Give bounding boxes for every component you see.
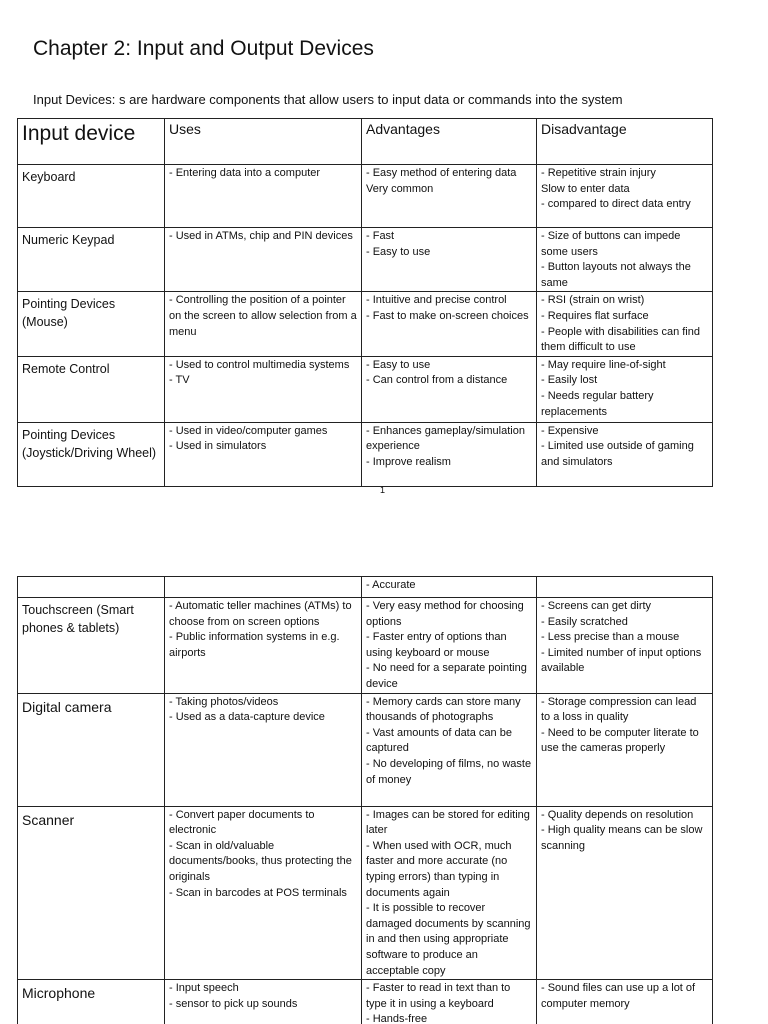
disadvantages-cell: [537, 356, 713, 422]
advantages-cell: [362, 228, 537, 292]
device-name-cell: [18, 980, 165, 1024]
advantages-line: - Faster entry of options than using keyboard or mouse: [366, 631, 507, 659]
disadvantages-cell: [537, 693, 713, 806]
disadvantages-line: - People with disabilities can find them difficult to use: [541, 325, 700, 354]
table-row: [18, 165, 713, 228]
advantages-cell: [362, 693, 537, 806]
table-row: [18, 806, 713, 980]
advantages-cell: [362, 577, 537, 598]
intro-text: Input Devices: s are hardware components that allow users to input data or commands into the system: [33, 92, 623, 107]
disadvantages-line: - Easily lost: [541, 374, 598, 387]
uses-line: - Controlling the position of a pointer on the screen to allow selection from a menu: [169, 294, 357, 338]
disadvantages-line: - Expensive: [541, 424, 599, 437]
uses-line: - Automatic teller machines (ATMs) to choose from on screen options: [169, 600, 352, 628]
advantages-line: - Images can be stored for editing later: [366, 808, 530, 837]
disadvantages-line: - Limited use outside of gaming and simulators: [541, 440, 694, 468]
uses-cell: [165, 228, 362, 292]
advantages-cell: [362, 422, 537, 486]
disadvantages-cell: [537, 980, 713, 1024]
table-row: [18, 598, 713, 694]
device-name-line: Remote Control: [22, 361, 110, 376]
device-name-cell: [18, 598, 165, 694]
uses-line: - Used in ATMs, chip and PIN devices: [169, 230, 353, 242]
disadvantages-line: - Quality depends on resolution: [541, 808, 694, 821]
disadvantages-line: - May require line-of-sight: [541, 358, 666, 371]
advantages-line: - Easy to use: [366, 358, 431, 371]
device-name-line: Pointing Devices (Joystick/Driving Wheel): [22, 427, 157, 460]
uses-line: - Scan in old/valuable documents/books, thus protecting the originals: [169, 839, 352, 883]
advantages-line: - Memory cards can store many thousands of photographs: [366, 695, 521, 724]
table-header-row: [18, 119, 713, 165]
advantages-line: - Fast to make on-screen choices: [366, 309, 529, 322]
advantages-cell: [362, 980, 537, 1024]
uses-line: - Used in simulators: [169, 440, 267, 453]
device-name-cell: [18, 693, 165, 806]
advantages-line: - No need for a separate pointing device: [366, 662, 527, 690]
uses-cell: [165, 693, 362, 806]
uses-cell: [165, 422, 362, 486]
disadvantages-cell: [537, 292, 713, 356]
disadvantages-cell: [537, 228, 713, 292]
uses-line: - Used in video/computer games: [169, 424, 328, 437]
uses-cell: [165, 806, 362, 980]
advantages-line: - Enhances gameplay/simulation experience: [366, 424, 525, 453]
advantages-line: - Hands-free: [366, 1013, 428, 1024]
device-name-line: Touchscreen (Smart phones & tablets): [22, 603, 134, 635]
disadvantages-line: - Limited number of input options available: [541, 646, 702, 675]
advantages-cell: [362, 356, 537, 422]
device-name-line: Pointing Devices (Mouse): [22, 297, 116, 330]
uses-line: - Public information systems in e.g. airports: [169, 631, 340, 659]
advantages-line: - Very easy method for choosing options: [366, 600, 524, 628]
header-uses: Uses: [165, 119, 362, 165]
input-devices-table-1: [17, 118, 713, 487]
device-name-line: Numeric Keypad: [22, 233, 115, 247]
table-row: [18, 292, 713, 356]
disadvantages-line: - RSI (strain on wrist): [541, 294, 645, 307]
header-input-device: Input device: [18, 119, 165, 165]
header-advantages: Advantages: [362, 119, 537, 165]
disadvantages-line: - Repetitive strain injury: [541, 167, 656, 179]
advantages-line: - Accurate: [366, 579, 416, 591]
uses-cell: [165, 577, 362, 598]
uses-line: - Convert paper documents to electronic: [169, 808, 315, 837]
table-row: [18, 980, 713, 1024]
disadvantages-line: - Sound files can use up a lot of computer memory: [541, 982, 696, 1010]
uses-cell: [165, 598, 362, 694]
disadvantages-line: - High quality means can be slow scanning: [541, 824, 703, 852]
page-number: 1: [380, 485, 386, 495]
uses-line: - Used as a data-capture device: [169, 711, 325, 724]
disadvantages-cell: [537, 577, 713, 598]
table-row: [18, 693, 713, 806]
advantages-line: - Faster to read in text than to type it in using a keyboard: [366, 982, 511, 1010]
advantages-line: Very common: [366, 182, 434, 195]
disadvantages-cell: [537, 806, 713, 980]
input-devices-table-2: [17, 576, 713, 1024]
uses-line: - Input speech: [169, 982, 239, 995]
advantages-line: - Can control from a distance: [366, 374, 508, 387]
advantages-cell: [362, 598, 537, 694]
disadvantages-line: - compared to direct data entry: [541, 198, 691, 211]
uses-line: - Taking photos/videos: [169, 695, 279, 708]
table-row: [18, 356, 713, 422]
device-name-cell: [18, 422, 165, 486]
advantages-cell: [362, 292, 537, 356]
advantages-line: - No developing of films, no waste of money: [366, 757, 532, 786]
table-row: [18, 577, 713, 598]
page-title: Chapter 2: Input and Output Devices: [33, 37, 374, 60]
device-name-cell: [18, 356, 165, 422]
uses-line: - sensor to pick up sounds: [169, 997, 298, 1010]
disadvantages-line: - Storage compression can lead to a loss in quality: [541, 695, 697, 724]
device-name-cell: [18, 228, 165, 292]
uses-cell: [165, 165, 362, 228]
uses-cell: [165, 356, 362, 422]
disadvantages-line: - Screens can get dirty: [541, 600, 652, 612]
disadvantages-cell: [537, 598, 713, 694]
uses-cell: [165, 292, 362, 356]
uses-line: - Used to control multimedia systems: [169, 358, 350, 371]
uses-cell: [165, 980, 362, 1024]
disadvantages-line: - Need to be computer literate to use the cameras properly: [541, 726, 699, 755]
disadvantages-line: - Button layouts not always the same: [541, 261, 691, 289]
disadvantages-cell: [537, 422, 713, 486]
advantages-line: - It is possible to recover damaged documents by scanning in and then using appropriate software to produce an acceptable copy: [366, 902, 531, 977]
advantages-line: - Easy to use: [366, 245, 431, 258]
uses-line: - TV: [169, 374, 190, 387]
uses-line: - Scan in barcodes at POS terminals: [169, 886, 347, 899]
disadvantages-line: - Requires flat surface: [541, 309, 649, 322]
device-name-cell: [18, 806, 165, 980]
advantages-cell: [362, 806, 537, 980]
disadvantages-line: - Easily scratched: [541, 615, 628, 628]
table-row: [18, 228, 713, 292]
device-name-line: Keyboard: [22, 170, 76, 184]
disadvantages-line: - Less precise than a mouse: [541, 631, 680, 644]
advantages-line: - Improve realism: [366, 455, 451, 468]
disadvantages-line: Slow to enter data: [541, 182, 630, 195]
advantages-line: - Vast amounts of data can be captured: [366, 726, 512, 755]
disadvantages-cell: [537, 165, 713, 228]
uses-line: - Entering data into a computer: [169, 167, 321, 179]
advantages-line: - When used with OCR, much faster and more accurate (no typing errors) than typing in documents again: [366, 839, 512, 899]
disadvantages-line: - Size of buttons can impede some users: [541, 230, 681, 258]
advantages-line: - Easy method of entering data: [366, 167, 517, 179]
header-disadvantage: Disadvantage: [537, 119, 713, 165]
device-name-cell: [18, 577, 165, 598]
device-name-line: Scanner: [22, 811, 75, 828]
device-name-cell: [18, 292, 165, 356]
disadvantages-line: - Needs regular battery replacements: [541, 389, 654, 418]
table-row: [18, 422, 713, 486]
device-name-line: Digital camera: [22, 698, 112, 715]
advantages-cell: [362, 165, 537, 228]
advantages-line: - Intuitive and precise control: [366, 294, 507, 307]
device-name-line: Microphone: [22, 985, 96, 1002]
device-name-cell: [18, 165, 165, 228]
advantages-line: - Fast: [366, 230, 395, 242]
